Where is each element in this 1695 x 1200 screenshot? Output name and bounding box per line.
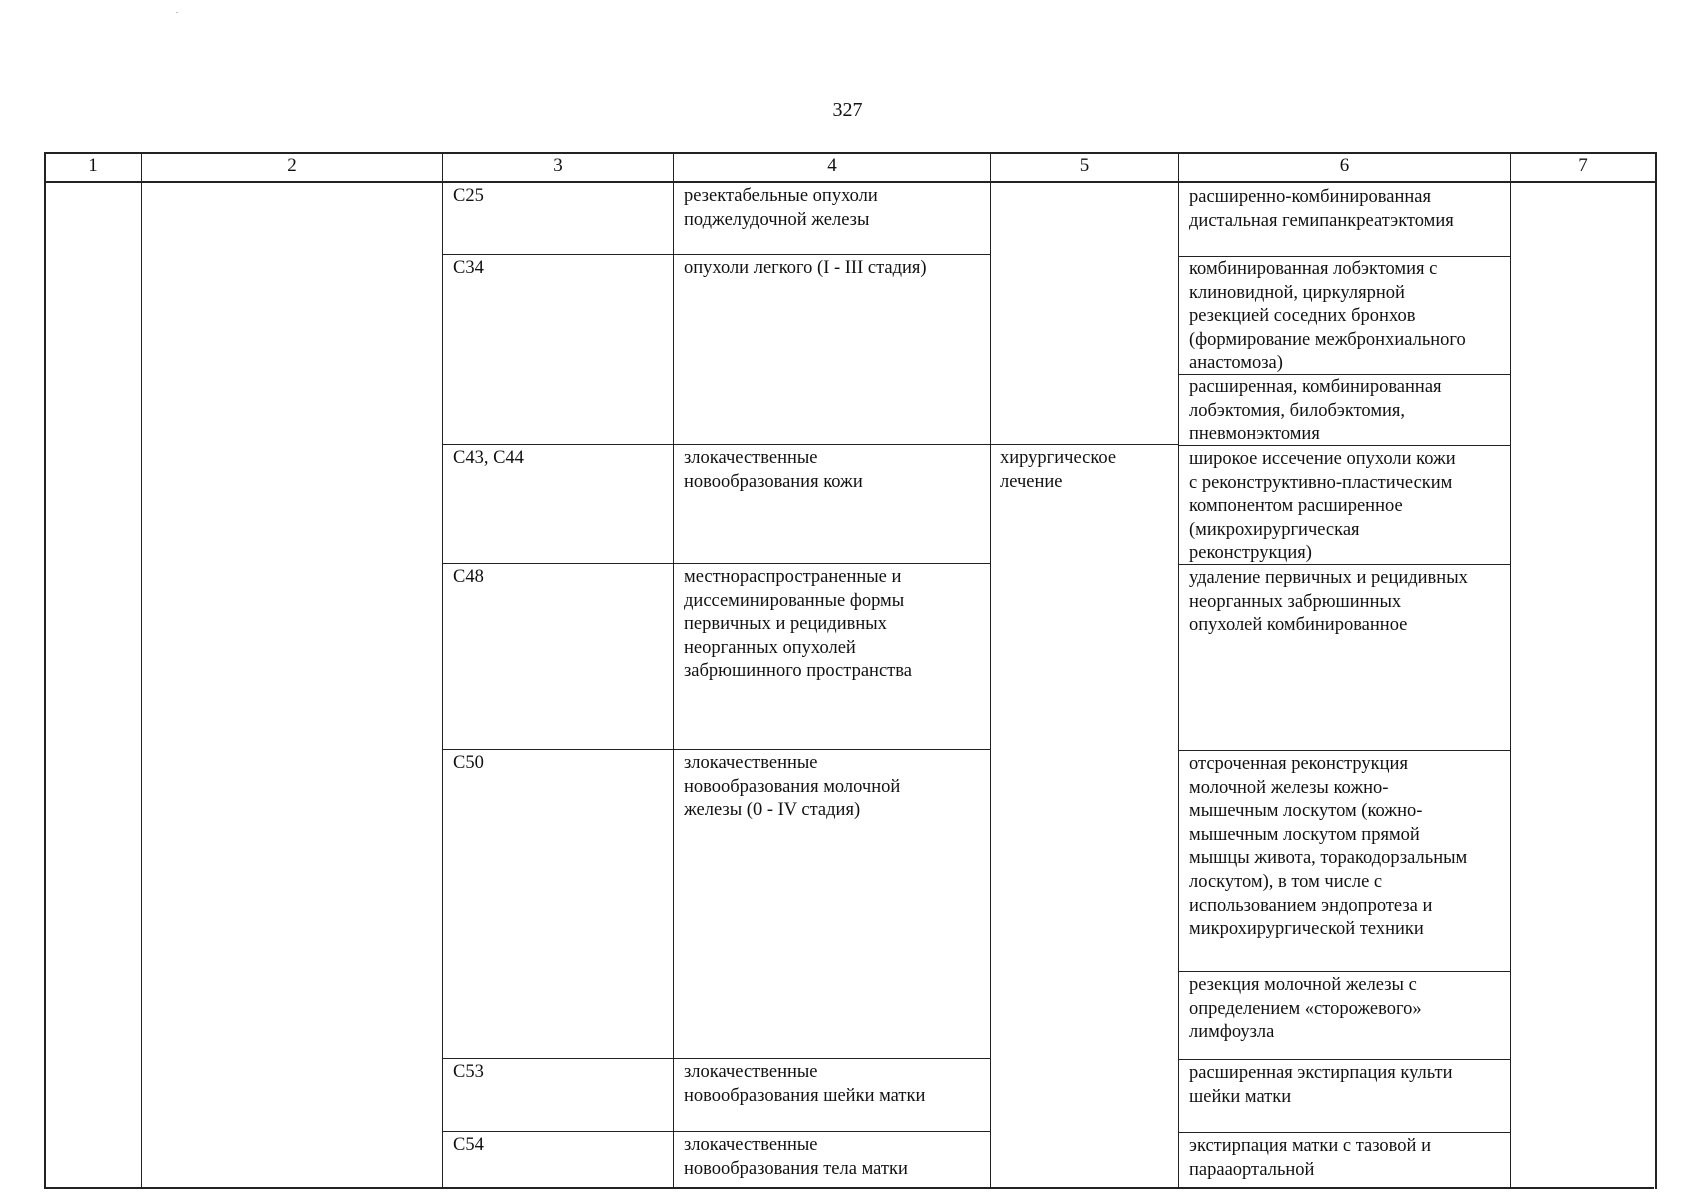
row-condition: резектабельные опухоли поджелудочной железы <box>684 186 878 230</box>
method-rule-5 <box>1178 750 1510 751</box>
method-rule-1 <box>1178 256 1510 257</box>
row-condition: опухоли легкого (I - III стадия) <box>684 258 927 278</box>
column-header-6: 6 <box>1339 155 1350 176</box>
row-method: отсроченная реконструкция молочной железы кожно- мышечным лоскутом (кожно- мышечным лоскутом прямой мышцы живота, торакодорзальным лоскутом), в том числе с использованием эндопротеза и микрохирургической техники <box>1189 754 1468 940</box>
row-code: C50 <box>453 753 484 773</box>
col-border-left <box>44 152 46 1189</box>
row-code: C54 <box>453 1135 484 1155</box>
method-rule-8 <box>1178 1132 1510 1133</box>
row-code: C48 <box>453 567 484 587</box>
table-bottom-border <box>44 1187 1654 1189</box>
row-condition: злокачественные новообразования шейки матки <box>684 1062 926 1106</box>
col-border-1-2 <box>141 152 142 1188</box>
treatment-rule-top <box>990 444 1178 445</box>
row-condition: злокачественные новообразования молочной железы (0 - IV стадия) <box>684 753 901 821</box>
scan-artifact <box>176 12 178 13</box>
row-rule-c34 <box>442 254 990 255</box>
row-rule-c54 <box>442 1131 990 1132</box>
row-rule-c53 <box>442 1058 990 1059</box>
treatment-type: хирургическое лечение <box>1000 448 1117 492</box>
column-header-2: 2 <box>287 155 297 176</box>
column-header-1: 1 <box>88 155 98 176</box>
header-bottom-border <box>44 181 1657 183</box>
row-method: расширенная экстирпация культи шейки матки <box>1189 1063 1453 1107</box>
row-method: резекция молочной железы с определением «сторожевого» лимфоузла <box>1189 975 1422 1043</box>
row-rule-c43 <box>442 444 990 445</box>
row-code: C25 <box>453 186 484 206</box>
col-border-3-4 <box>673 152 674 1188</box>
page-number: 327 <box>832 99 863 121</box>
col-border-5-6 <box>1178 152 1179 1188</box>
column-header-5: 5 <box>1079 155 1090 176</box>
row-rule-c50 <box>442 749 990 750</box>
col-border-right <box>1655 152 1657 1189</box>
row-condition: злокачественные новообразования кожи <box>684 448 863 492</box>
row-method: широкое иссечение опухоли кожи с реконструктивно-пластическим компонентом расширенное (микрохирургическая реконструкция) <box>1189 449 1456 564</box>
row-method: экстирпация матки с тазовой и парааортальной <box>1189 1136 1431 1180</box>
column-header-3: 3 <box>553 155 563 176</box>
column-header-4: 4 <box>827 155 837 176</box>
row-condition: злокачественные новообразования тела матки <box>684 1135 908 1179</box>
row-method: расширенно-комбинированная дистальная гемипанкреатэктомия <box>1189 187 1454 231</box>
row-rule-c48 <box>442 563 990 564</box>
column-header-7: 7 <box>1578 155 1588 176</box>
row-method: расширенная, комбинированная лобэктомия, билобэктомия, пневмонэктомия <box>1189 377 1442 445</box>
method-rule-7 <box>1178 1059 1510 1060</box>
row-method: удаление первичных и рецидивных неорганных забрюшинных опухолей комбинированное <box>1189 568 1468 636</box>
col-border-4-5 <box>990 152 991 1188</box>
row-code: C53 <box>453 1062 484 1082</box>
row-code: C43, C44 <box>453 448 524 468</box>
row-code: C34 <box>453 258 484 278</box>
method-rule-6 <box>1178 971 1510 972</box>
col-border-6-7 <box>1510 152 1511 1188</box>
col-border-2-3 <box>442 152 443 1188</box>
row-method: комбинированная лобэктомия с клиновидной, циркулярной резекцией соседних бронхов (формирование межбронхиального анастомоза) <box>1189 259 1466 374</box>
row-condition: местнораспространенные и диссеминированные формы первичных и рецидивных неорганных опухолей забрюшинного пространства <box>684 567 912 682</box>
